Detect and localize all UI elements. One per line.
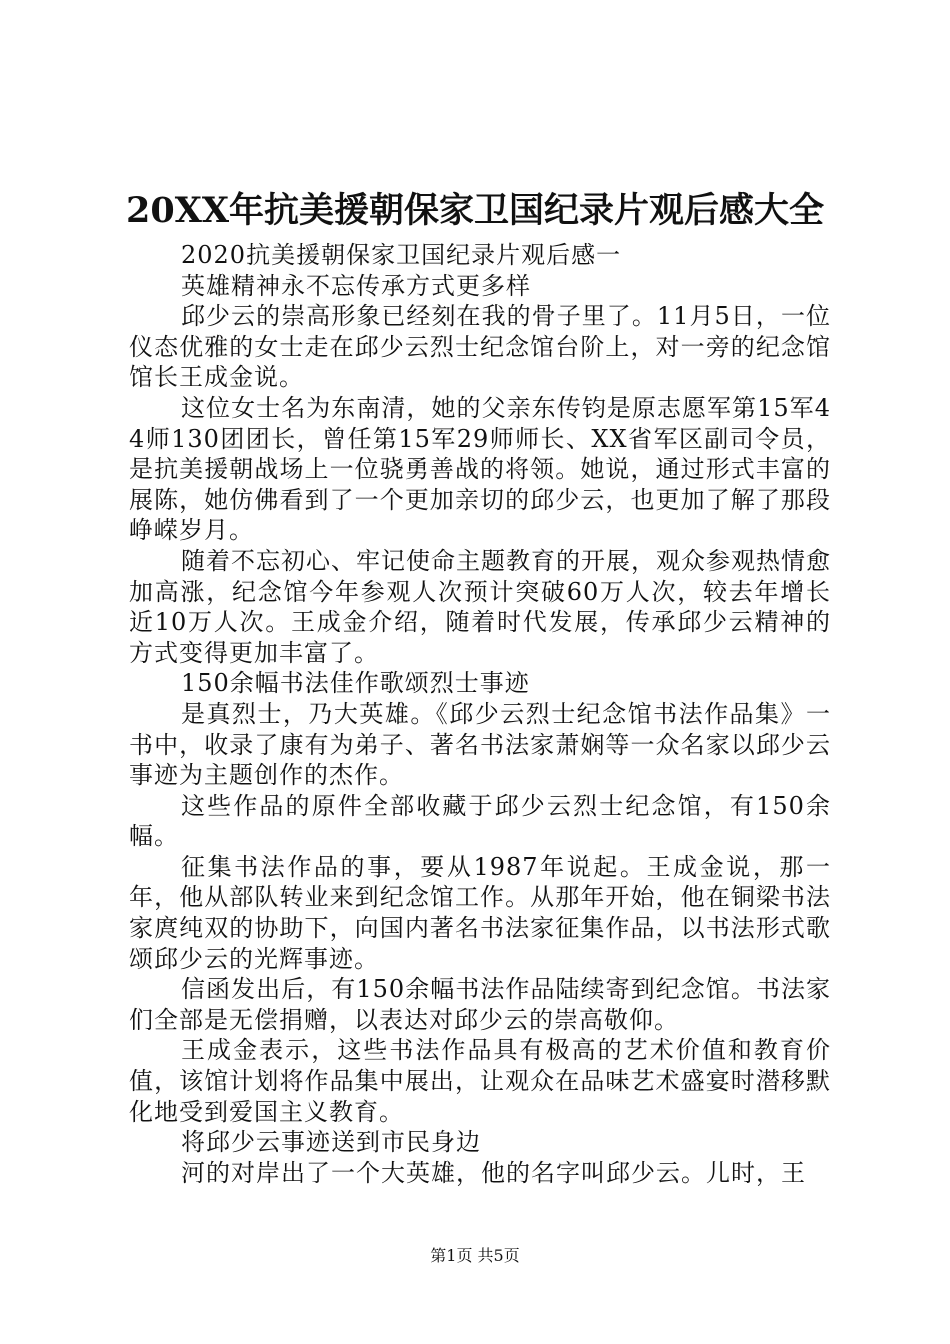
page-footer: 第1页 共5页 bbox=[430, 1246, 520, 1265]
paragraph: 征集书法作品的事，要从1987年说起。王成金说，那一年，他从部队转业来到纪念馆工作。从那年开始，他在铜梁书法家庹纯双的协助下，向国内著名书法家征集作品，以书法形式歌颂邱少云的光辉事迹。 bbox=[129, 852, 831, 973]
paragraph: 王成金表示，这些书法作品具有极高的艺术价值和教育价值，该馆计划将作品集中展出，让观众在品味艺术盛宴时潜移默化地受到爱国主义教育。 bbox=[129, 1036, 831, 1126]
paragraph: 信函发出后，有150余幅书法作品陆续寄到纪念馆。书法家们全部是无偿捐赠，以表达对邱少云的崇高敬仰。 bbox=[129, 975, 831, 1034]
paragraph: 河的对岸出了一个大英雄，他的名字叫邱少云。儿时，王 bbox=[181, 1158, 806, 1187]
paragraph: 是真烈士，乃大英雄。《邱少云烈士纪念馆书法作品集》一书中，收录了康有为弟子、著名书法家萧娴等一众名家以邱少云事迹为主题创作的杰作。 bbox=[129, 699, 831, 790]
paragraph: 这位女士名为东南清，她的父亲东传钧是原志愿军第15军44师130团团长，曾任第15军29师师长、XX省军区副司令员，是抗美援朝战场上一位骁勇善战的将领。她说，通过形式丰富的展陈，她仿佛看到了一个更加亲切的邱少云，也更加了解了那段峥嵘岁月。 bbox=[129, 393, 831, 545]
paragraph: 150余幅书法佳作歌颂烈士事迹 bbox=[181, 669, 530, 698]
paragraph: 随着不忘初心、牢记使命主题教育的开展，观众参观热情愈加高涨，纪念馆今年参观人次预计突破60万人次，较去年增长近10万人次。王成金介绍，随着时代发展，传承邱少云精神的方式变得更加丰富了。 bbox=[129, 546, 831, 667]
document-title: 20XX年抗美援朝保家卫国纪录片观后感大全 bbox=[125, 190, 825, 231]
paragraph: 将邱少云事迹送到市民身边 bbox=[181, 1128, 481, 1157]
paragraph: 邱少云的崇高形象已经刻在我的骨子里了。11月5日，一位仪态优雅的女士走在邱少云烈士纪念馆台阶上，对一旁的纪念馆馆长王成金说。 bbox=[129, 302, 831, 392]
paragraph: 英雄精神永不忘传承方式更多样 bbox=[181, 271, 531, 300]
document-body bbox=[129, 240, 831, 1188]
paragraph: 这些作品的原件全部收藏于邱少云烈士纪念馆，有150余幅。 bbox=[129, 791, 831, 851]
paragraph: 2020抗美援朝保家卫国纪录片观后感一 bbox=[181, 241, 622, 269]
